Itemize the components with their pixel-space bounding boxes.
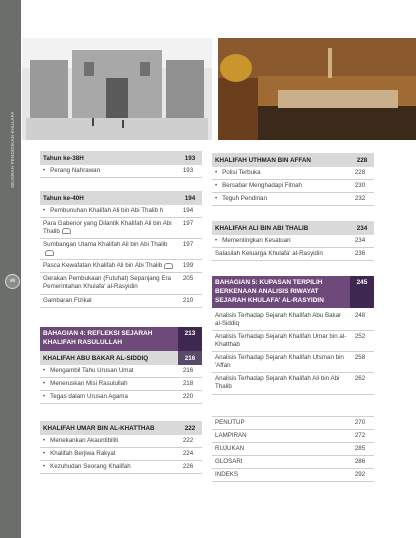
side-label: SEJARAH PENDIDIKAN KHULAFA — [10, 111, 15, 188]
toc-row[interactable] — [212, 443, 374, 456]
section-title: KHALIFAH UTHMAN BIN AFFAN — [215, 156, 311, 164]
part-page: 213 — [178, 327, 202, 351]
section-umar — [40, 421, 202, 474]
section-page: 228 — [356, 156, 368, 164]
toc-row[interactable] — [40, 239, 202, 260]
toc-page: 218 — [182, 380, 194, 388]
toc-entry: • Polisi Terbuka — [215, 169, 349, 177]
toc-entry: • Mementingkan Kesatuan — [215, 237, 349, 245]
toc-entry: Sumbangan Utama Khalifah Ali bin Abi Thalib — [43, 241, 168, 249]
section-header[interactable] — [40, 351, 202, 365]
toc-page: 205 — [182, 275, 194, 283]
toc-entry: INDEKS — [215, 471, 239, 479]
section-header[interactable] — [212, 221, 374, 235]
toc-entry: Para Gabenor yang Dilantik Khalifah Ali bin Abi Thalib — [43, 220, 172, 236]
toc-entry: Analisis Terhadap Sejarah Khalifah Ali bin Abi Thalib — [215, 375, 340, 391]
toc-page: 234 — [354, 237, 366, 244]
section-header[interactable] — [40, 191, 202, 205]
toc-page: 224 — [182, 450, 194, 458]
toc-row[interactable] — [40, 435, 202, 448]
toc-entry: • Pembunuhan Khalifah Ali bin Abi Thalib h — [43, 207, 177, 215]
toc-page: 216 — [182, 367, 194, 374]
toc-page: 194 — [182, 207, 194, 214]
toc-row[interactable] — [212, 469, 374, 482]
page-number: viii — [5, 274, 20, 289]
honorific-icon — [45, 250, 54, 256]
toc-page: 286 — [354, 458, 366, 466]
section-uthman — [212, 153, 374, 206]
toc-row[interactable] — [40, 165, 202, 178]
toc-row[interactable] — [212, 193, 374, 206]
toc-row[interactable] — [40, 391, 202, 404]
section-abu-bakar — [40, 351, 202, 404]
section-tahun-40h — [40, 191, 202, 308]
toc-page: 197 — [182, 241, 194, 249]
section-title: KHALIFAH ABU BAKAR AL-SIDDIQ — [43, 354, 149, 362]
section-page: 222 — [184, 424, 196, 432]
section-bahagian-4[interactable] — [40, 327, 202, 351]
section-backmatter — [212, 416, 374, 482]
section-ali — [212, 221, 374, 261]
toc-entry: Analisis Terhadap Sejarah Khalifah Abu Bakar al-Siddiq — [215, 312, 342, 328]
section-header[interactable] — [40, 421, 202, 435]
section-title: Tahun ke-38H — [43, 154, 84, 162]
section-page: 194 — [184, 194, 196, 202]
toc-row[interactable] — [40, 461, 202, 474]
toc-row[interactable] — [40, 205, 202, 218]
toc-row[interactable] — [40, 295, 202, 308]
toc-page: 262 — [354, 375, 366, 383]
toc-page: 232 — [354, 195, 366, 203]
section-page: 216 — [178, 351, 202, 365]
part-title: BAHAGIAN 4: REFLEKSI SEJARAH KHALIFAH RASULULLAH — [43, 330, 153, 346]
toc-row[interactable] — [212, 417, 374, 430]
toc-page: 220 — [182, 393, 194, 401]
toc-entry: Pasca Kewafatan Khalifah Ali bin Abi Thalib — [43, 262, 163, 270]
toc-row[interactable] — [212, 430, 374, 443]
toc-row[interactable] — [212, 456, 374, 469]
toc-row[interactable] — [40, 260, 202, 273]
toc-entry: • Mengambil Tahu Urusan Umat — [43, 367, 177, 375]
toc-row[interactable] — [40, 218, 202, 239]
toc-row[interactable] — [212, 331, 374, 352]
toc-page: 230 — [354, 182, 366, 190]
toc-page: 197 — [182, 220, 194, 228]
toc-row[interactable] — [212, 373, 374, 394]
toc-page: 258 — [354, 354, 366, 362]
toc-row[interactable] — [212, 235, 374, 248]
part-title: BAHAGIAN 5: KUPASAN TERPILIH BERKENAAN ANALISIS RIWAYAT SEJARAH KHULAFA' AL-RASYIDIN — [215, 279, 324, 304]
toc-entry: PENUTUP — [215, 419, 245, 426]
toc-row[interactable] — [40, 378, 202, 391]
toc-row[interactable] — [212, 352, 374, 373]
toc-page: 236 — [354, 250, 366, 258]
toc-row[interactable] — [212, 248, 374, 261]
toc-page: 222 — [182, 437, 194, 444]
section-header[interactable] — [212, 153, 374, 167]
toc-entry: Gambaran Fizikal — [43, 296, 92, 304]
part-header — [40, 327, 202, 351]
toc-entry: GLOSARI — [215, 458, 243, 466]
toc-page: 199 — [182, 262, 194, 270]
part-page: 245 — [350, 276, 374, 308]
section-header[interactable] — [40, 151, 202, 165]
toc-page: 210 — [182, 296, 194, 304]
section-tahun-38h — [40, 151, 202, 178]
toc-row[interactable] — [40, 448, 202, 461]
toc-page: 248 — [354, 312, 366, 319]
toc-page: 285 — [354, 445, 366, 453]
section-title: KHALIFAH UMAR BIN AL-KHATTHAB — [43, 424, 155, 432]
toc-page: 272 — [354, 432, 366, 440]
toc-row[interactable] — [40, 365, 202, 378]
toc-page: 252 — [354, 333, 366, 341]
toc-row[interactable] — [212, 180, 374, 193]
toc-row[interactable] — [40, 273, 202, 294]
toc-entry: • Kezuhudan Seorang Khalifah — [43, 463, 177, 471]
section-page: 234 — [356, 224, 368, 232]
mosque-photo — [218, 38, 416, 140]
fort-photo — [22, 38, 212, 140]
toc-page: 226 — [182, 463, 194, 471]
section-analisis — [212, 310, 374, 395]
toc-entry: Gerakan Pembukaan (Futuhat) Sepanjang Era Pemerintahan Khulafa' al-Rasyidin — [43, 275, 171, 291]
side-strip — [0, 0, 21, 538]
section-title: KHALIFAH ALI BIN ABI THALIB — [215, 224, 309, 232]
toc-entry: RUJUKAN — [215, 445, 245, 453]
honorific-icon — [164, 263, 173, 269]
toc-entry: • Meneruskan Misi Rasulullah — [43, 380, 177, 388]
toc-row[interactable] — [212, 310, 374, 331]
toc-entry: • Tegas dalam Urusan Agama — [43, 393, 177, 401]
toc-page: 228 — [354, 169, 366, 176]
toc-entry: • Perang Nahrawan — [43, 167, 177, 175]
section-page: 193 — [184, 154, 196, 162]
section-bahagian-5[interactable] — [212, 276, 374, 308]
toc-entry: Analisis Terhadap Sejarah Khalifah Umar bin al-Khatthab — [215, 333, 347, 349]
section-title: Tahun ke-40H — [43, 194, 84, 202]
toc-entry: • Menekankan Akauntibiliti — [43, 437, 177, 445]
toc-entry: Salasilah Keluarga Khulafa' al-Rasyidin — [215, 250, 323, 258]
toc-entry: • Bersabar Menghadapi Fitnah — [215, 182, 349, 190]
toc-entry: Analisis Terhadap Sejarah Khalifah Utsman bin 'Affan — [215, 354, 344, 370]
honorific-icon — [62, 228, 71, 234]
toc-entry: • Khalifah Berjiwa Rakyat — [43, 450, 177, 458]
toc-page: 193 — [182, 167, 194, 174]
toc-row[interactable] — [212, 167, 374, 180]
toc-page: 270 — [354, 419, 366, 426]
toc-page: 292 — [354, 471, 366, 479]
toc-entry: • Teguh Pendirian — [215, 195, 349, 203]
part-header — [212, 276, 374, 308]
toc-entry: LAMPIRAN — [215, 432, 247, 440]
